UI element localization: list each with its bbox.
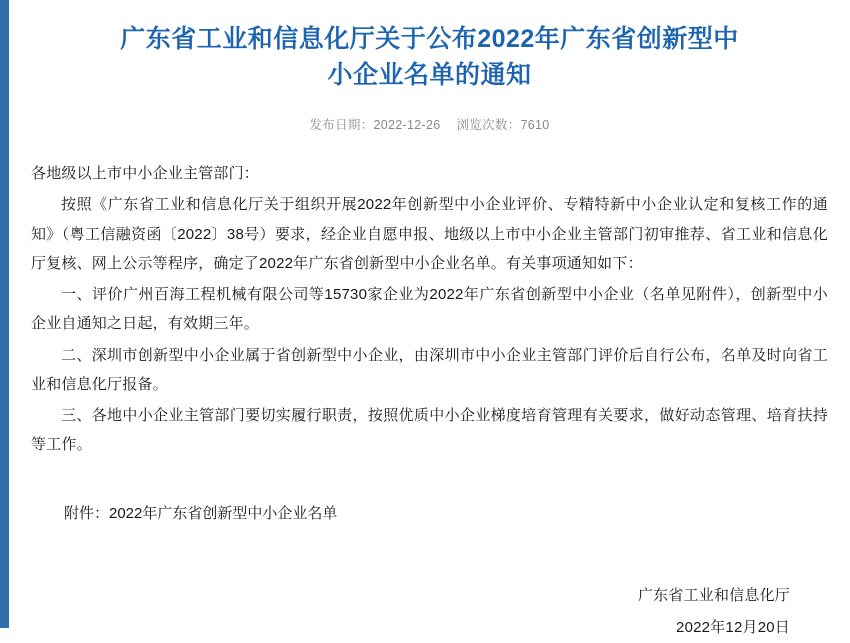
paragraph-2: 一、评价广州百海工程机械有限公司等15730家企业为2022年广东省创新型中小企业（名单见附件），创新型中小企业自通知之日起，有效期三年。 bbox=[31, 280, 828, 339]
attachment-line: 附件：2022年广东省创新型中小企业名单 bbox=[31, 500, 828, 529]
paragraph-3: 二、深圳市创新型中小企业属于省创新型中小企业，由深圳市中小企业主管部门评价后自行公布，名单及时向省工业和信息化厅报备。 bbox=[31, 341, 828, 400]
salutation: 各地级以上市中小企业主管部门： bbox=[31, 159, 828, 188]
signature-organization: 广东省工业和信息化厅 bbox=[31, 580, 790, 612]
document-meta bbox=[31, 115, 828, 133]
document-content bbox=[9, 0, 850, 628]
accent-sidebar bbox=[0, 0, 9, 628]
publish-date-label: 发布日期： bbox=[310, 115, 374, 133]
views-value: 7610 bbox=[520, 118, 549, 132]
paragraph-4: 三、各地中小企业主管部门要切实履行职责，按照优质中小企业梯度培育管理有关要求，做好动态管理、培育扶持等工作。 bbox=[31, 401, 828, 460]
page-title: 广东省工业和信息化厅关于公布2022年广东省创新型中小企业名单的通知 bbox=[120, 22, 740, 93]
paragraph-1: 按照《广东省工业和信息化厅关于组织开展2022年创新型中小企业评价、专精特新中小企业认定和复核工作的通知》（粤工信融资函〔2022〕38号）要求，经企业自愿申报、地级以上市中小企业主管部门初审推荐、省工业和信息化厅复核、网上公示等程序，确定了2022年广东省创新型中小企业名单。有关事项通知如下： bbox=[31, 190, 828, 278]
signature-block bbox=[31, 580, 828, 643]
publish-date-value: 2022-12-26 bbox=[374, 118, 441, 132]
document-body bbox=[31, 159, 828, 460]
signature-date: 2022年12月20日 bbox=[31, 612, 790, 643]
views-label: 浏览次数： bbox=[456, 115, 520, 133]
